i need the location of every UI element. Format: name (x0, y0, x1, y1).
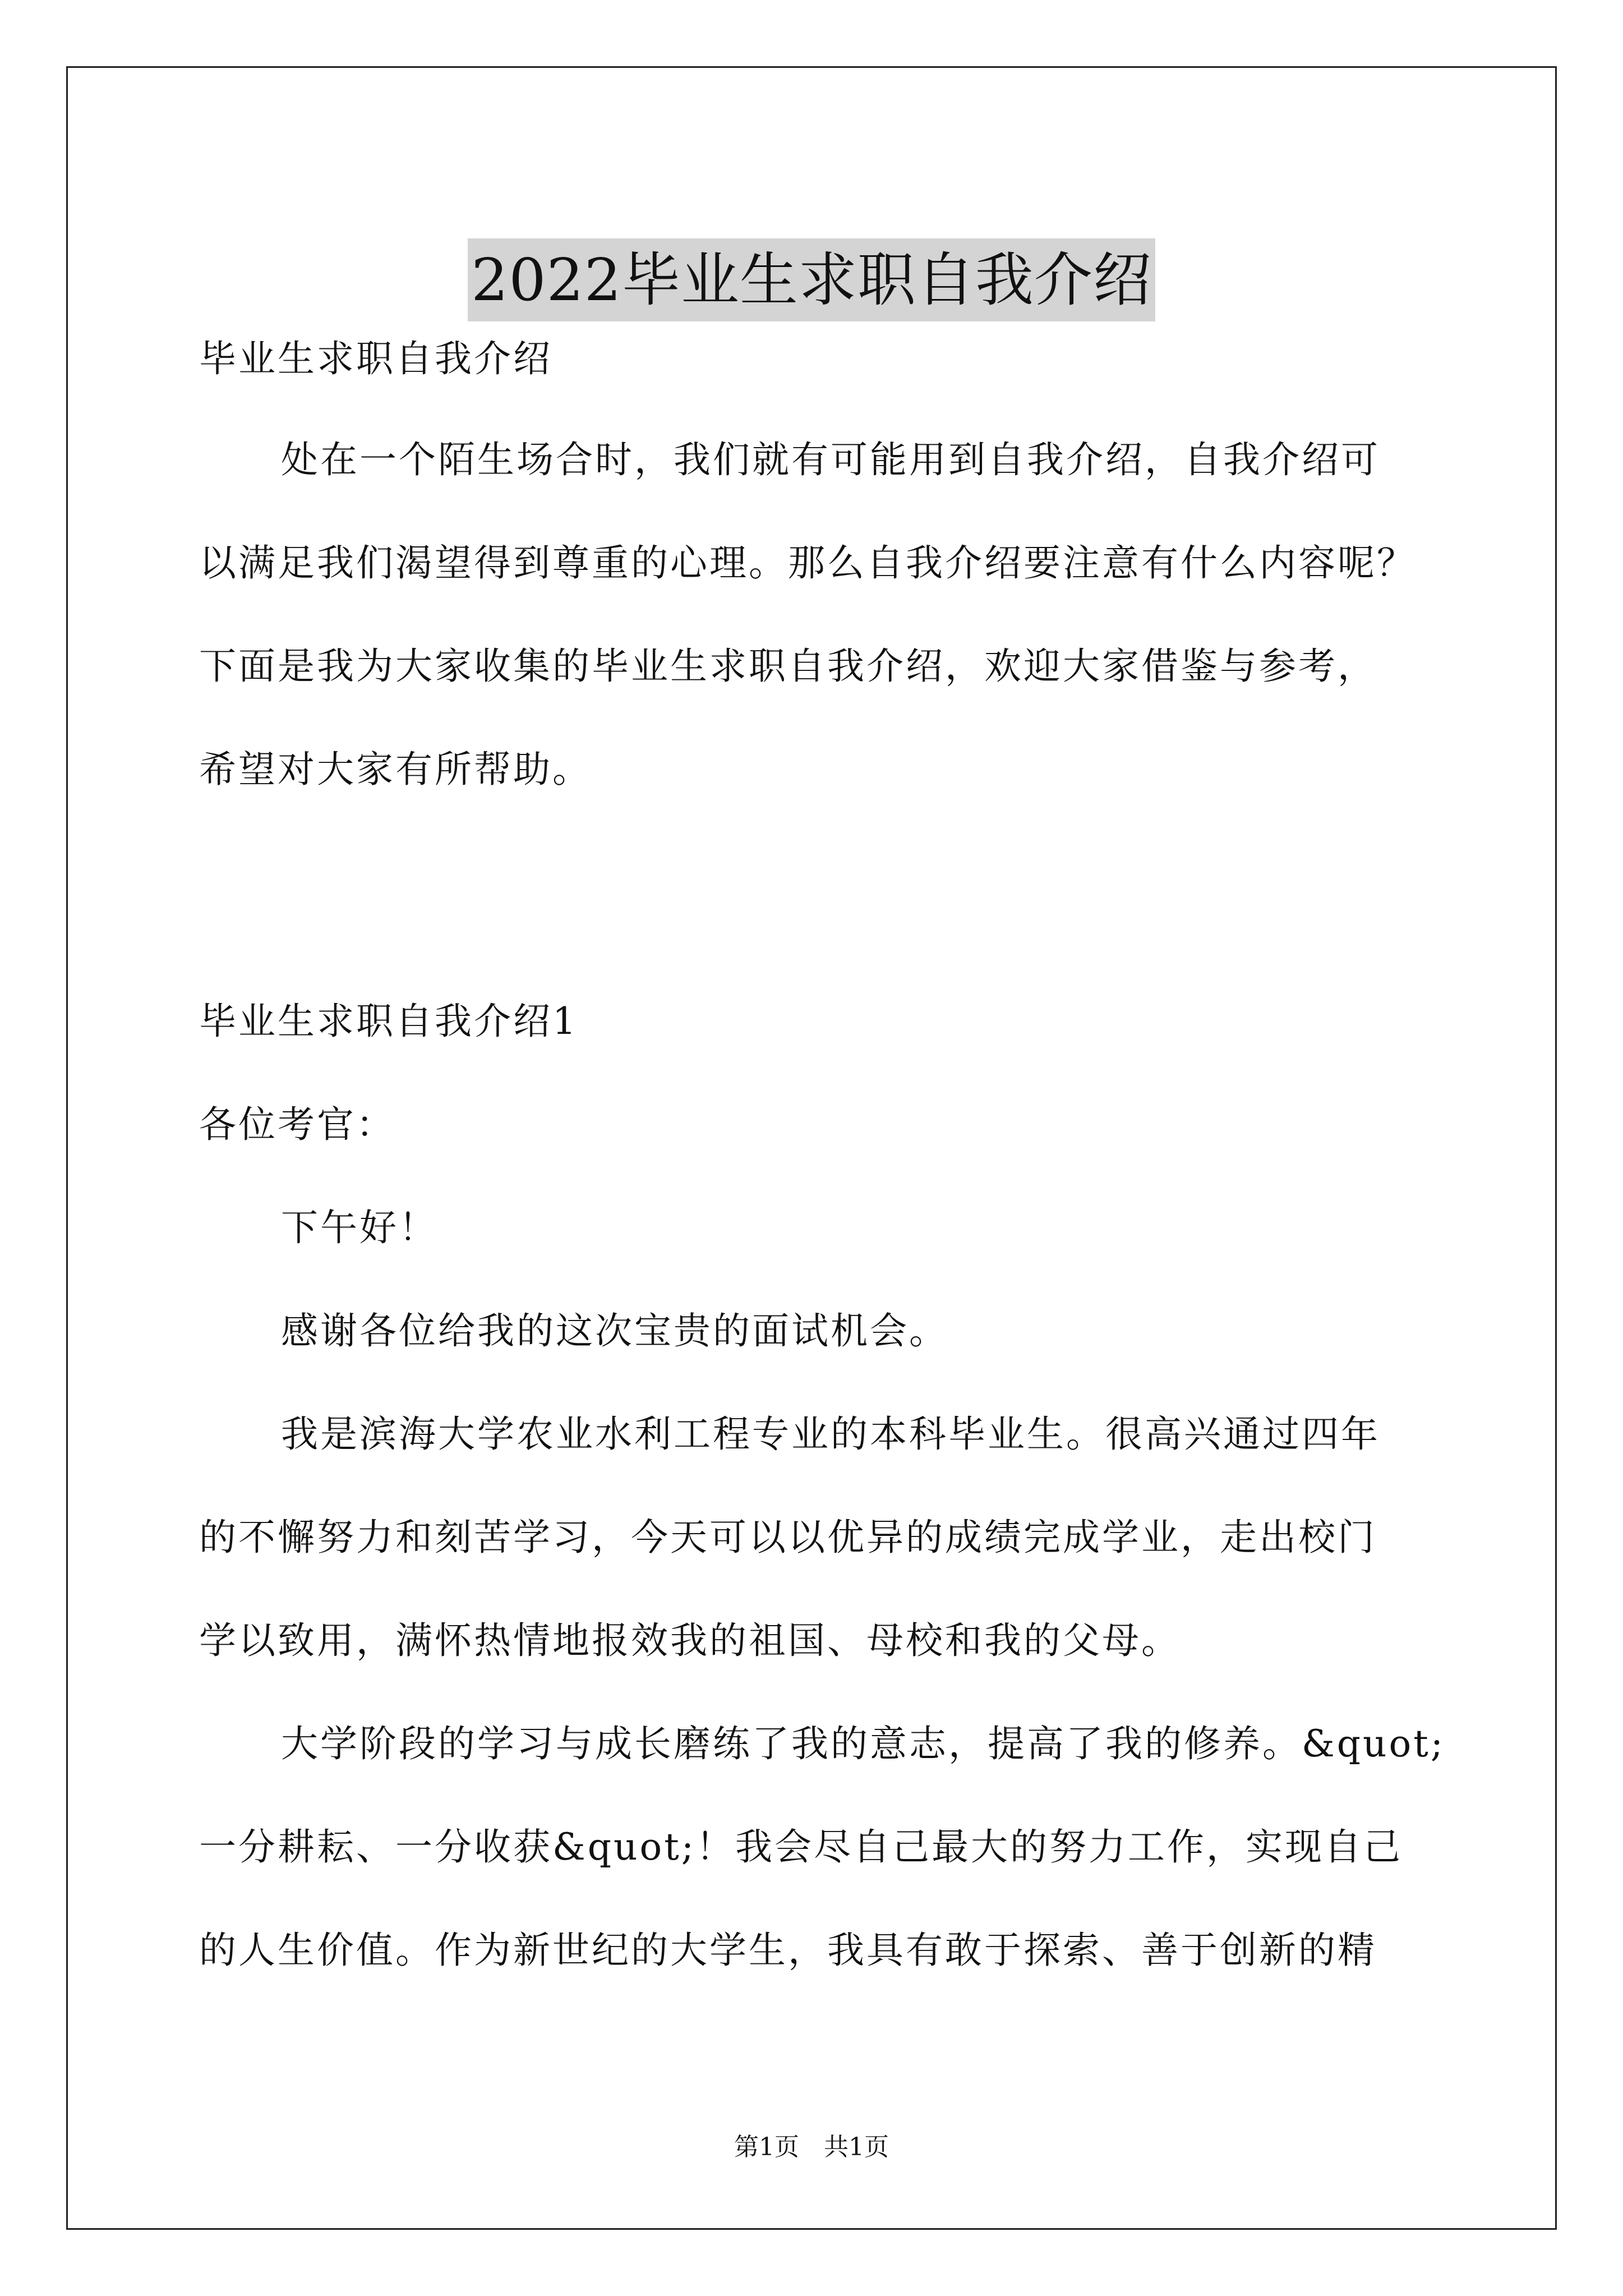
paragraph-line: 的不懈努力和刻苦学习，今天可以以优异的成绩完成学业，走出校门 (199, 1516, 1377, 1559)
greeting: 下午好！ (281, 1206, 438, 1249)
thanks-block (199, 1280, 1433, 1383)
salutation: 各位考官： (199, 1103, 395, 1146)
paragraph-line: 一分耕耘、一分收获&quot;！我会尽自己最大的努力工作，实现自己 (199, 1825, 1403, 1869)
page-footer (0, 2131, 1623, 2164)
paragraph-line: 学以致用，满怀热情地报效我的祖国、母校和我的父母。 (199, 1619, 1181, 1662)
paragraph-line: 的人生价值。作为新世纪的大学生，我具有敢于探索、善于创新的精 (199, 1929, 1377, 1972)
intro-line: 处在一个陌生场合时，我们就有可能用到自我介绍，自我介绍可 (281, 438, 1380, 481)
document-subtitle-block (199, 307, 1433, 411)
document-title: 2022毕业生求职自我介绍 (468, 238, 1155, 321)
intro-line: 下面是我为大家收集的毕业生求职自我介绍，欢迎大家借鉴与参考， (199, 645, 1377, 688)
page-total: 共1页 (824, 2133, 889, 2161)
page-number: 第1页 (734, 2133, 799, 2161)
section-heading-block (199, 970, 1433, 1073)
body-paragraph-2 (199, 1692, 1445, 2002)
salutation-block (199, 1073, 1433, 1176)
paragraph-line: 我是滨海大学农业水利工程专业的本科毕业生。很高兴通过四年 (281, 1412, 1380, 1456)
document-subtitle: 毕业生求职自我介绍 (199, 337, 552, 380)
section-heading: 毕业生求职自我介绍1 (199, 1000, 578, 1043)
body-paragraph-1 (199, 1383, 1433, 1692)
intro-line: 以满足我们渴望得到尊重的心理。那么自我介绍要注意有什么内容呢？ (199, 541, 1416, 585)
thanks-line: 感谢各位给我的这次宝贵的面试机会。 (281, 1309, 948, 1352)
paragraph-line: 大学阶段的学习与成长磨练了我的意志，提高了我的修养。&quot; (281, 1722, 1445, 1765)
intro-paragraph (199, 408, 1433, 821)
intro-line: 希望对大家有所帮助。 (199, 748, 592, 791)
greeting-block (199, 1176, 1433, 1280)
